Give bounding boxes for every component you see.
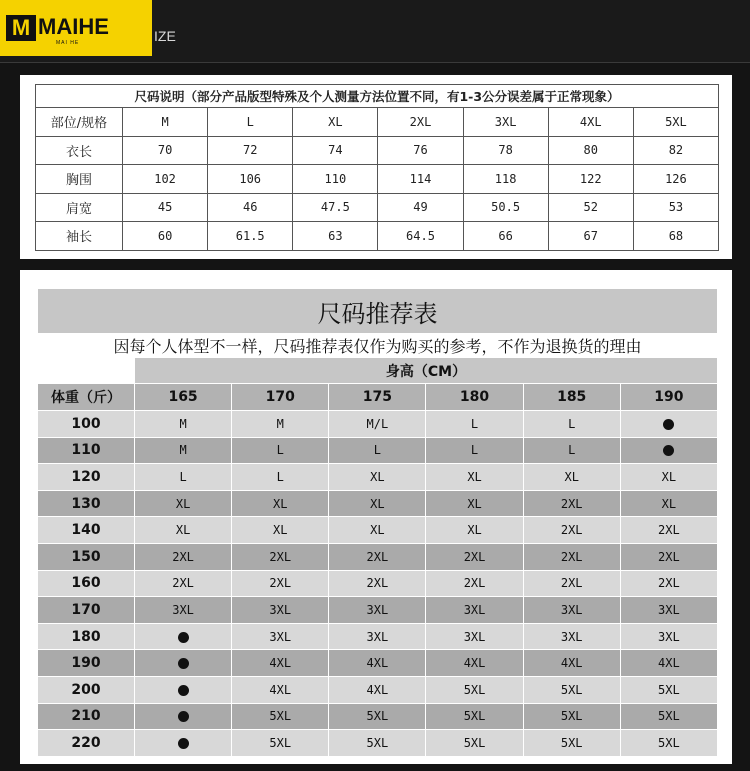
recommend-cell: 3XL [523, 597, 620, 624]
weight-label: 140 [38, 517, 135, 544]
recommend-row [38, 597, 718, 624]
size-value-cell: 110 [293, 165, 378, 194]
recommend-cell: L [232, 464, 329, 491]
recommend-cell: 4XL [329, 676, 426, 703]
recommend-cell: XL [426, 464, 523, 491]
recommend-cell: 4XL [523, 650, 620, 677]
recommend-row [38, 676, 718, 703]
recommend-cell: L [523, 437, 620, 464]
size-value-cell: 82 [633, 136, 718, 165]
height-column-header: 170 [232, 384, 329, 411]
weight-label: 220 [38, 730, 135, 757]
weight-header: 体重（斤） [38, 384, 135, 411]
recommend-cell: 5XL [232, 730, 329, 757]
size-value-cell: 70 [123, 136, 208, 165]
height-header: 身高（CM） [135, 358, 718, 384]
size-value-cell: 72 [208, 136, 293, 165]
recommend-row [38, 703, 718, 730]
page-header [0, 0, 750, 62]
size-column-header: L [208, 108, 293, 137]
recommend-cell: XL [329, 464, 426, 491]
recommend-cell: 5XL [426, 676, 523, 703]
recommend-cell: XL [329, 490, 426, 517]
recommend-cell [135, 730, 232, 757]
recommend-cell: XL [620, 464, 717, 491]
recommend-cell: 2XL [426, 570, 523, 597]
logo-subtext: MAI HE [56, 40, 80, 46]
recommend-cell: 2XL [620, 543, 717, 570]
recommend-cell: 2XL [329, 570, 426, 597]
recommend-cell: XL [523, 464, 620, 491]
recommend-cell: XL [620, 490, 717, 517]
recommend-cell: 3XL [232, 597, 329, 624]
size-row [36, 136, 719, 165]
size-column-header: 3XL [463, 108, 548, 137]
recommend-cell: M [135, 437, 232, 464]
size-value-cell: 76 [378, 136, 463, 165]
weight-label: 130 [38, 490, 135, 517]
size-chart-caption: 尺码说明（部分产品版型特殊及个人测量方法位置不同，有1-3公分误差属于正常现象） [36, 85, 719, 108]
recommend-cell: 5XL [232, 703, 329, 730]
recommend-cell: 5XL [426, 703, 523, 730]
size-value-cell: 53 [633, 193, 718, 222]
size-column-header: 5XL [633, 108, 718, 137]
recommend-cell: 4XL [426, 650, 523, 677]
recommend-cell: L [232, 437, 329, 464]
recommend-cell: L [426, 437, 523, 464]
height-column-header: 175 [329, 384, 426, 411]
recommend-row [38, 623, 718, 650]
size-value-cell: 114 [378, 165, 463, 194]
size-value-cell: 80 [548, 136, 633, 165]
weight-label: 210 [38, 703, 135, 730]
size-row [36, 193, 719, 222]
size-chart-table [35, 84, 719, 251]
size-value-cell: 122 [548, 165, 633, 194]
size-chart-panel [20, 75, 732, 259]
recommend-cell [620, 411, 717, 438]
recommend-cell: 3XL [329, 597, 426, 624]
size-value-cell: 68 [633, 222, 718, 251]
size-value-cell: 78 [463, 136, 548, 165]
recommend-cell: XL [232, 490, 329, 517]
filled-circle-icon [178, 711, 189, 722]
weight-label: 100 [38, 411, 135, 438]
recommend-row [38, 543, 718, 570]
header-divider [0, 62, 750, 63]
recommend-cell: 5XL [620, 703, 717, 730]
recommend-row [38, 650, 718, 677]
recommend-cell: M [135, 411, 232, 438]
recommend-cell: XL [426, 490, 523, 517]
recommend-cell: 5XL [523, 703, 620, 730]
recommend-cell: 3XL [523, 623, 620, 650]
recommend-cell [135, 676, 232, 703]
recommend-cell: 2XL [232, 543, 329, 570]
height-column-header: 190 [620, 384, 717, 411]
recommend-cell: M/L [329, 411, 426, 438]
recommend-cell: L [329, 437, 426, 464]
height-column-header: 185 [523, 384, 620, 411]
recommend-cell: 3XL [329, 623, 426, 650]
size-row-label: 胸围 [36, 165, 123, 194]
recommend-cell: XL [135, 490, 232, 517]
recommend-cell: 2XL [426, 543, 523, 570]
height-column-header: 180 [426, 384, 523, 411]
size-value-cell: 45 [123, 193, 208, 222]
size-value-cell: 46 [208, 193, 293, 222]
size-value-cell: 52 [548, 193, 633, 222]
recommend-cell: 3XL [426, 597, 523, 624]
recommend-chart-title: 尺码推荐表 [38, 289, 718, 334]
size-row-label: 衣长 [36, 136, 123, 165]
recommend-cell: 2XL [329, 543, 426, 570]
recommend-cell: L [135, 464, 232, 491]
recommend-cell: 5XL [329, 730, 426, 757]
recommend-cell: L [426, 411, 523, 438]
weight-label: 170 [38, 597, 135, 624]
recommend-row [38, 570, 718, 597]
recommend-cell: 5XL [620, 676, 717, 703]
brand-logo [0, 0, 152, 56]
filled-circle-icon [178, 685, 189, 696]
size-value-cell: 49 [378, 193, 463, 222]
filled-circle-icon [178, 632, 189, 643]
size-column-header: M [123, 108, 208, 137]
recommend-cell: 5XL [426, 730, 523, 757]
recommend-cell: 2XL [523, 490, 620, 517]
weight-label: 160 [38, 570, 135, 597]
recommend-chart-note: 因每个人体型不一样，尺码推荐表仅作为购买的参考，不作为退换货的理由 [38, 334, 718, 358]
weight-label: 120 [38, 464, 135, 491]
weight-label: 180 [38, 623, 135, 650]
recommend-cell: 2XL [620, 517, 717, 544]
recommend-cell: 2XL [135, 543, 232, 570]
size-value-cell: 67 [548, 222, 633, 251]
recommend-row [38, 464, 718, 491]
filled-circle-icon [178, 738, 189, 749]
logo-mark: M [6, 15, 36, 41]
size-value-cell: 50.5 [463, 193, 548, 222]
size-value-cell: 102 [123, 165, 208, 194]
size-row [36, 165, 719, 194]
recommend-cell: XL [232, 517, 329, 544]
recommend-cell: 2XL [135, 570, 232, 597]
size-value-cell: 63 [293, 222, 378, 251]
logo-text: MAIHE [38, 14, 109, 39]
recommend-row [38, 490, 718, 517]
recommend-cell [135, 623, 232, 650]
recommend-cell: M [232, 411, 329, 438]
recommend-row [38, 730, 718, 757]
recommend-cell: 5XL [523, 730, 620, 757]
recommend-cell: 2XL [523, 543, 620, 570]
size-value-cell: 64.5 [378, 222, 463, 251]
recommend-cell: XL [426, 517, 523, 544]
size-row-label: 肩宽 [36, 193, 123, 222]
recommend-cell [135, 703, 232, 730]
recommend-cell: 2XL [523, 570, 620, 597]
size-column-header: XL [293, 108, 378, 137]
size-value-cell: 74 [293, 136, 378, 165]
weight-label: 110 [38, 437, 135, 464]
weight-label: 200 [38, 676, 135, 703]
recommend-cell: 5XL [329, 703, 426, 730]
size-value-cell: 118 [463, 165, 548, 194]
recommend-cell: 4XL [232, 676, 329, 703]
size-value-cell: 66 [463, 222, 548, 251]
size-column-header: 2XL [378, 108, 463, 137]
corner-cell [38, 358, 135, 384]
recommend-cell: XL [329, 517, 426, 544]
recommend-cell: 3XL [620, 623, 717, 650]
recommend-cell: 3XL [232, 623, 329, 650]
recommend-chart-table [37, 288, 718, 757]
filled-circle-icon [178, 658, 189, 669]
size-row [36, 222, 719, 251]
weight-label: 190 [38, 650, 135, 677]
height-column-header: 165 [135, 384, 232, 411]
size-corner-label: 部位/规格 [36, 108, 123, 137]
recommend-cell: 2XL [523, 517, 620, 544]
recommend-cell: 2XL [232, 570, 329, 597]
filled-circle-icon [663, 445, 674, 456]
recommend-row [38, 411, 718, 438]
recommend-cell: 5XL [620, 730, 717, 757]
recommend-cell: 5XL [523, 676, 620, 703]
recommend-cell: 3XL [135, 597, 232, 624]
size-value-cell: 47.5 [293, 193, 378, 222]
size-value-cell: 61.5 [208, 222, 293, 251]
size-value-cell: 60 [123, 222, 208, 251]
size-row-label: 袖长 [36, 222, 123, 251]
recommend-cell: 4XL [232, 650, 329, 677]
recommend-row [38, 517, 718, 544]
filled-circle-icon [663, 419, 674, 430]
size-column-header: 4XL [548, 108, 633, 137]
recommend-cell: 4XL [620, 650, 717, 677]
weight-label: 150 [38, 543, 135, 570]
recommend-cell [135, 650, 232, 677]
recommend-row [38, 437, 718, 464]
recommend-cell: XL [135, 517, 232, 544]
recommend-cell: 3XL [426, 623, 523, 650]
recommend-cell: L [523, 411, 620, 438]
size-value-cell: 126 [633, 165, 718, 194]
size-value-cell: 106 [208, 165, 293, 194]
size-header-row [36, 108, 719, 137]
recommend-cell: 2XL [620, 570, 717, 597]
height-columns-row [38, 384, 718, 411]
recommend-cell: 3XL [620, 597, 717, 624]
recommend-cell: 4XL [329, 650, 426, 677]
recommend-cell [620, 437, 717, 464]
recommend-chart-panel [20, 270, 732, 764]
header-title-fragment: IZE [154, 28, 176, 44]
